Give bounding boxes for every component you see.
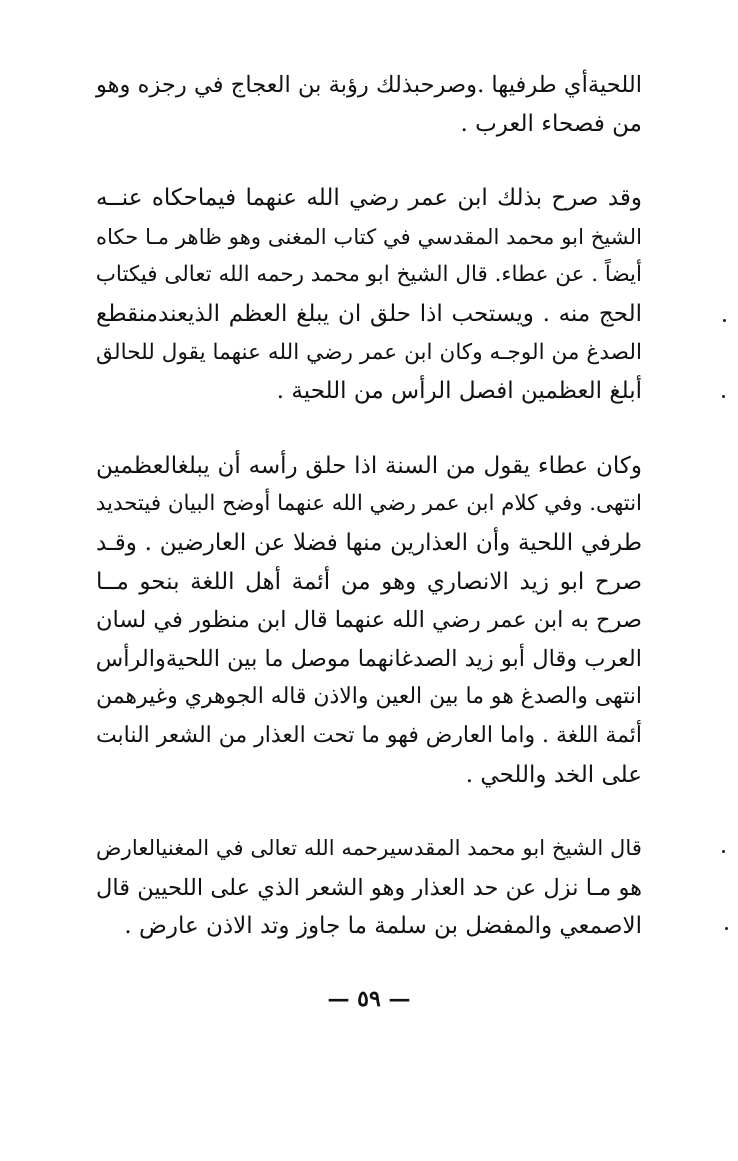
page-number: — ٥٩ —	[327, 986, 411, 1012]
text-line: أئمة اللغة . واما العارض فهو ما تحت العذار من الشعر النابت	[96, 722, 642, 748]
text-line: أيضاً . عن عطاء. قال الشيخ ابو محمد رحمه الله تعالى فيكتاب	[95, 262, 642, 288]
text-line: طرفي اللحية وأن العذارين منها فضلا عن العارضين . وقـد	[96, 529, 642, 556]
page-body	[96, 66, 642, 982]
margin-dot	[722, 850, 725, 853]
text-line: صرح به ابن عمر رضي الله عنهما قال ابن منظور في لسان	[96, 607, 642, 634]
text-line: انتهى والصدغ هو ما بين العين والاذن قاله الجوهري وغيرهمن	[96, 684, 642, 710]
text-line: الحج منه . ويستحب اذا حلق ان يبلغ العظم الذيعندمنقطع	[96, 300, 642, 327]
paragraph-4	[96, 830, 642, 946]
margin-dot	[725, 927, 728, 930]
text-line: وقد صرح بذلك ابن عمر رضي الله عنهما فيماحكاه عنــه	[96, 185, 642, 212]
text-line: أبلغ العظمين افصل الرأس من اللحية .	[276, 378, 642, 405]
text-line: اللحيةأي طرفيها .وصرحبذلك رؤبة بن العجاج في رجزه وهو	[95, 72, 642, 98]
margin-dot	[722, 395, 725, 398]
text-line: على الخد واللحي .	[465, 761, 642, 788]
text-line: وكان عطاء يقول من السنة اذا حلق رأسه أن يبلغالعظمين	[96, 452, 642, 479]
text-line: العرب وقال أبو زيد الصدغانهما موصل ما بين اللحيةوالرأس	[95, 645, 642, 672]
text-line: الصدغ من الوجـه وكان ابن عمر رضي الله عنهما يقول للحالق	[96, 339, 642, 365]
margin-dot	[723, 319, 726, 322]
text-line: هو مـا نزل عن حد العذار وهو الشعر الذي على اللحيين قال	[96, 874, 642, 901]
paragraph-1	[96, 66, 642, 143]
paragraph-3	[96, 447, 642, 794]
text-line: الشيخ ابو محمد المقدسي في كتاب المغنى وهو ظاهر مـا حكاه	[96, 223, 642, 249]
paragraph-2	[96, 179, 642, 411]
text-line: من فصحاء العرب .	[460, 110, 642, 137]
text-line: الاصمعي والمفضل بن سلمة ما جاوز وتد الاذن عارض .	[124, 913, 642, 940]
text-line: صرح ابو زيد الانصاري وهو من أئمة أهل اللغة بنحو مــا	[96, 568, 642, 595]
text-line: قال الشيخ ابو محمد المقدسيرحمه الله تعالى في المغنيالعارض	[96, 836, 642, 862]
text-line: انتهى. وفي كلام ابن عمر رضي الله عنهما أوضح البيان فيتحديد	[95, 491, 642, 517]
